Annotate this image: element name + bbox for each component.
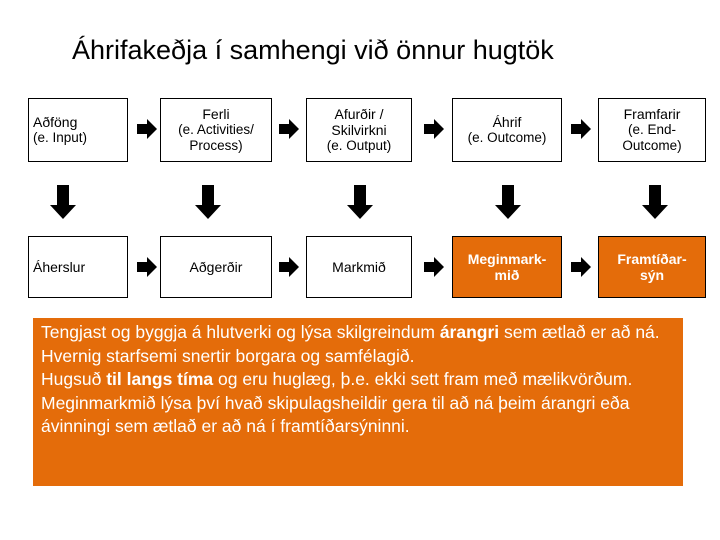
box-main-objectives-label: Meginmark-mið — [467, 251, 547, 283]
box-focus — [28, 236, 128, 298]
box-process-sub: (e. Activities/ Process) — [178, 122, 254, 153]
box-vision — [598, 236, 706, 298]
box-process — [160, 98, 272, 162]
description-paragraph-2: Hugsuð til langs tíma og eru huglæg, þ.e. ekki sett fram með mælikvörðum. — [41, 369, 633, 389]
diagram-title: Áhrifakeðja í samhengi við önnur hugtök — [72, 35, 554, 65]
arrow-right-icon — [424, 257, 444, 277]
arrow-right-icon — [279, 119, 299, 139]
arrow-right-icon — [137, 119, 157, 139]
arrow-down-icon — [495, 185, 521, 219]
box-output-label: Afurðir / Skilvirkni — [331, 106, 387, 138]
arrow-right-icon — [571, 119, 591, 139]
box-process-label: Ferli — [202, 106, 230, 122]
description-paragraph-1: Tengjast og byggja á hlutverki og lýsa skilgreindum árangri sem ætlað er að ná. Hvernig starfsemi snertir borgara og samfélagið. — [41, 322, 660, 366]
box-end-outcome — [598, 98, 706, 162]
box-objectives — [306, 236, 412, 298]
description-panel — [33, 318, 683, 486]
box-vision-label: Framtíðar-sýn — [617, 251, 687, 283]
arrow-right-icon — [571, 257, 591, 277]
box-outcome — [452, 98, 562, 162]
box-output — [306, 98, 412, 162]
box-inputs — [28, 98, 128, 162]
arrow-down-icon — [50, 185, 76, 219]
box-output-sub: (e. Output) — [326, 138, 392, 153]
box-end-outcome-sub: (e. End-Outcome) — [622, 122, 682, 153]
box-actions-label: Aðgerðir — [189, 259, 243, 275]
box-objectives-label: Markmið — [332, 259, 386, 275]
box-end-outcome-label: Framfarir — [623, 106, 681, 122]
description-bold-long-term: til langs tíma — [106, 369, 214, 389]
arrow-right-icon — [137, 257, 157, 277]
box-main-objectives — [452, 236, 562, 298]
arrow-down-icon — [347, 185, 373, 219]
box-inputs-label: Aðföng — [33, 114, 78, 130]
arrow-right-icon — [279, 257, 299, 277]
box-focus-label: Áherslur — [33, 259, 86, 275]
description-paragraph-3: Meginmarkmið lýsa því hvað skipulagsheildir gera til að ná þeim árangri eða ávinningi sem ætlað er að ná í framtíðarsýninni. — [41, 392, 630, 436]
box-inputs-sub: (e. Input) — [33, 130, 88, 145]
description-bold-results: árangri — [439, 322, 500, 342]
box-outcome-label: Áhrif — [492, 114, 522, 130]
arrow-down-icon — [642, 185, 668, 219]
arrow-down-icon — [195, 185, 221, 219]
box-actions — [160, 236, 272, 298]
arrow-right-icon — [424, 119, 444, 139]
box-outcome-sub: (e. Outcome) — [467, 130, 547, 145]
